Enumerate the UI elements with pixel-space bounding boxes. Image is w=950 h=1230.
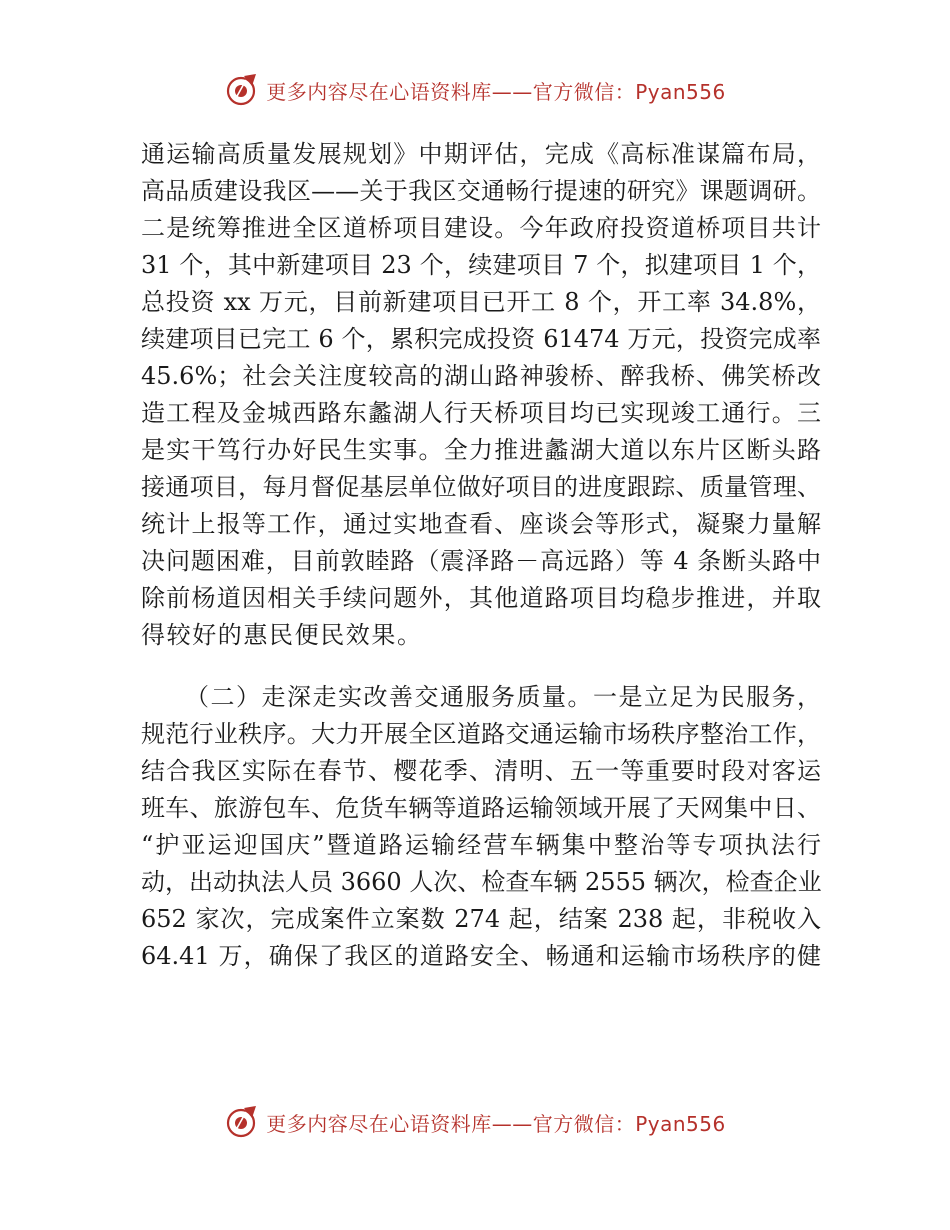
header-banner [0, 68, 950, 112]
paragraph-2 [141, 679, 821, 975]
text-line: 31 个，其中新建项目 23 个，续建项目 7 个，拟建项目 1 个， [141, 251, 821, 279]
text-line: 续建项目已完工 6 个，累积完成投资 61474 万元，投资完成率 [141, 325, 821, 353]
text-line: 二是统筹推进全区道桥项目建设。今年政府投资道桥项目共计 [141, 214, 821, 242]
text-line: 造工程及金城西路东蠡湖人行天桥项目均已实现竣工通行。三 [141, 399, 821, 427]
text-line: 除前杨道因相关手续问题外，其他道路项目均稳步推进，并取 [141, 584, 821, 612]
text-line: “护亚运迎国庆”暨道路运输经营车辆集中整治等专项执法行 [141, 831, 821, 859]
footer-banner [0, 1100, 950, 1144]
text-line: 是实干笃行办好民生实事。全力推进蠡湖大道以东片区断头路 [141, 436, 821, 464]
text-line: 得较好的惠民便民效果。 [141, 621, 423, 649]
pen-logo-icon [224, 1104, 260, 1140]
document-body [141, 136, 821, 975]
text-line: 动，出动执法人员 3660 人次、检查车辆 2555 辆次，检查企业 [141, 868, 822, 896]
text-line: 接通项目，每月督促基层单位做好项目的进度跟踪、质量管理、 [141, 473, 821, 501]
text-line: 45.6%；社会关注度较高的湖山路神骏桥、醉我桥、佛笑桥改 [141, 362, 821, 390]
paragraph-1 [141, 136, 821, 654]
banner-text: 更多内容尽在心语资料库——官方微信：Pyan556 [266, 1111, 726, 1136]
text-line: 高品质建设我区——关于我区交通畅行提速的研究》课题调研。 [141, 177, 821, 205]
text-line: 64.41 万，确保了我区的道路安全、畅通和运输市场秩序的健 [141, 942, 821, 970]
text-line: 通运输高质量发展规划》中期评估，完成《高标准谋篇布局， [141, 140, 821, 168]
text-line: 规范行业秩序。大力开展全区道路交通运输市场秩序整治工作， [141, 720, 821, 748]
text-line: 总投资 xx 万元，目前新建项目已开工 8 个，开工率 34.8%， [141, 288, 821, 316]
text-line: 652 家次，完成案件立案数 274 起，结案 238 起，非税收入 [141, 905, 821, 933]
text-line: （二）走深走实改善交通服务质量。一是立足为民服务， [185, 683, 821, 711]
text-line: 统计上报等工作，通过实地查看、座谈会等形式，凝聚力量解 [141, 510, 821, 538]
banner-text: 更多内容尽在心语资料库——官方微信：Pyan556 [266, 79, 726, 104]
text-line: 班车、旅游包车、危货车辆等道路运输领域开展了天网集中日、 [141, 794, 821, 822]
pen-logo-icon [224, 72, 260, 108]
text-line: 结合我区实际在春节、樱花季、清明、五一等重要时段对客运 [141, 757, 821, 785]
text-line: 决问题困难，目前敦睦路（震泽路－高远路）等 4 条断头路中 [141, 547, 821, 575]
